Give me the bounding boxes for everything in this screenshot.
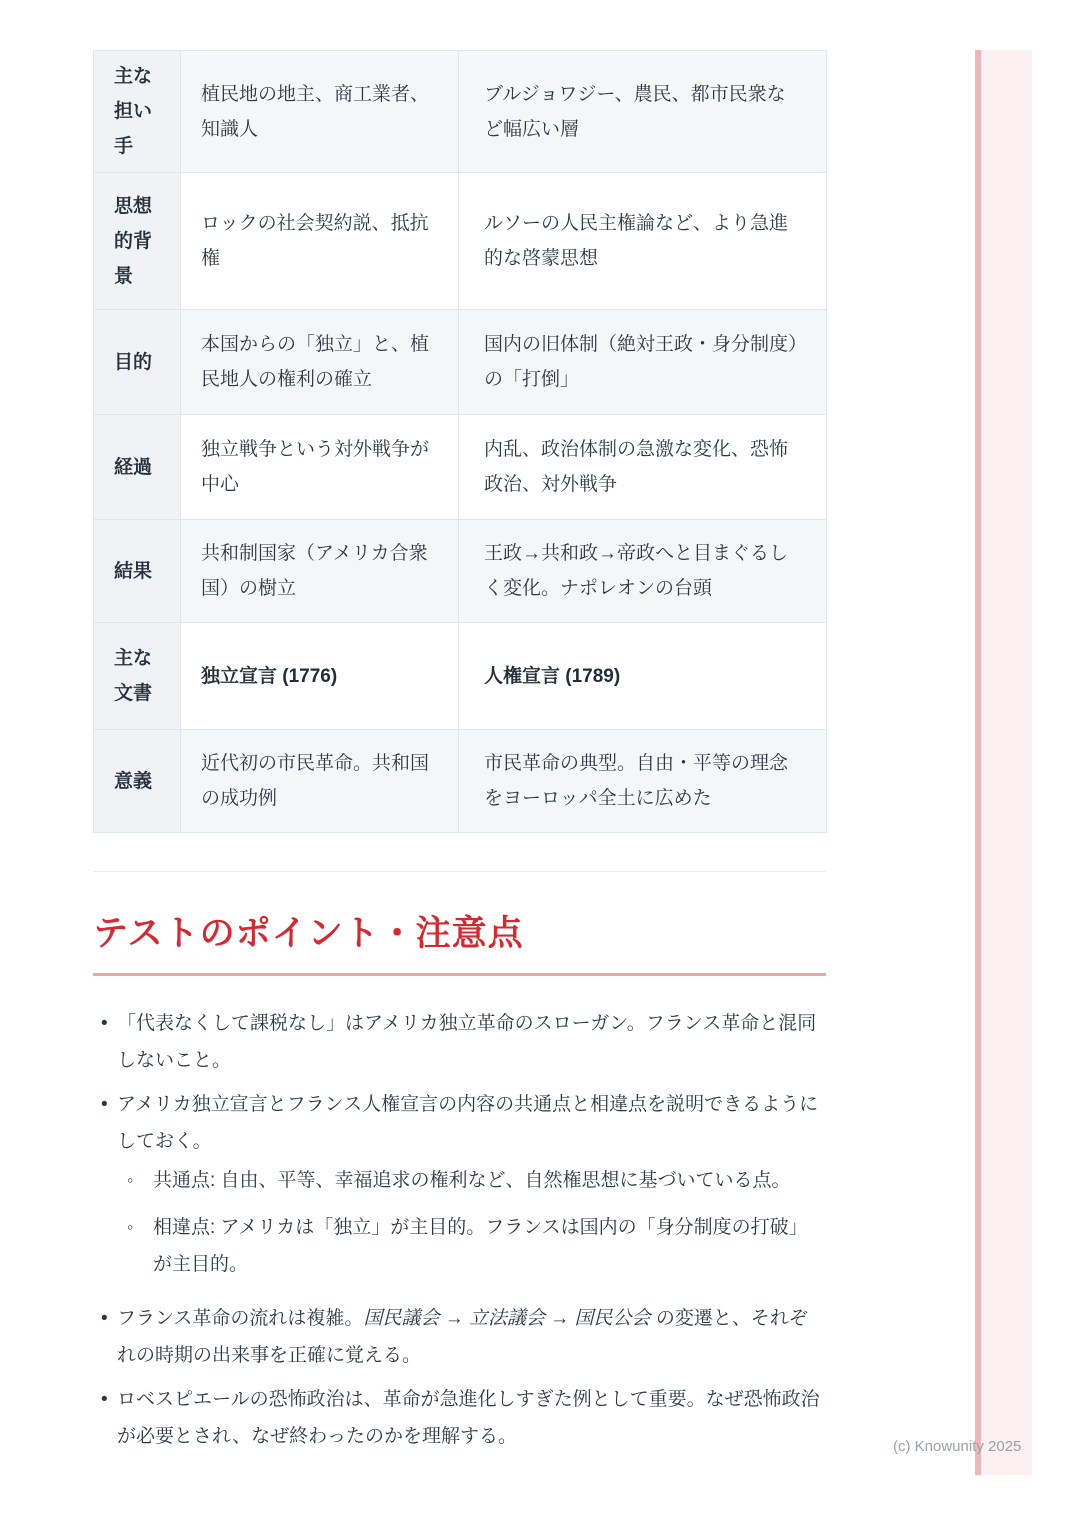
text-segment: の変遷と、それぞれの時期の出来事を正確に覚える。 — [117, 1308, 808, 1366]
row-label: 主な担い手 — [94, 51, 181, 173]
cell-america: ロックの社会契約説、抵抗権 — [181, 173, 459, 310]
cell-america: 本国からの「独立」と、植民地人の権利の確立 — [181, 310, 459, 415]
list-item-text — [117, 1300, 826, 1374]
list-item-text: アメリカ独立宣言とフランス人権宣言の内容の共通点と相違点を説明できるようにしておく。 — [117, 1094, 819, 1152]
table-row — [94, 310, 827, 415]
list-item — [93, 1005, 826, 1079]
cell-france: 王政→共和政→帝政へと目まぐるしく変化。ナポレオンの台頭 — [459, 520, 827, 623]
list-item — [93, 1300, 826, 1374]
table-row — [94, 415, 827, 520]
cell-france: ブルジョワジー、農民、都市民衆など幅広い層 — [459, 51, 827, 173]
list-item-text: 「代表なくして課税なし」はアメリカ独立革命のスローガン。フランス革命と混同しないこと。 — [117, 1013, 817, 1071]
row-label: 経過 — [94, 415, 181, 520]
cell-france: 人権宣言 (1789) — [459, 623, 827, 730]
page-accent-band — [975, 50, 1032, 1475]
cell-america: 植民地の地主、商工業者、知識人 — [181, 51, 459, 173]
cell-america: 独立宣言 (1776) — [181, 623, 459, 730]
page-content — [93, 0, 826, 1462]
section-heading: テストのポイント・注意点 — [93, 906, 826, 976]
sub-list-item — [127, 1162, 826, 1199]
row-label: 意義 — [94, 730, 181, 833]
sub-list-item — [127, 1209, 826, 1283]
row-label: 主な文書 — [94, 623, 181, 730]
cell-america: 共和制国家（アメリカ合衆国）の樹立 — [181, 520, 459, 623]
table-row — [94, 623, 827, 730]
table-row — [94, 51, 827, 173]
text-segment: フランス革命の流れは複雑。 — [117, 1308, 364, 1329]
revolution-comparison-table — [93, 50, 827, 833]
bullet-dot-icon: • — [101, 1094, 108, 1115]
cell-france: 国内の旧体制（絶対王政・身分制度）の「打倒」 — [459, 310, 827, 415]
copyright-text: (c) Knowunity 2025 — [893, 1438, 1022, 1455]
cell-america: 近代初の市民革命。共和国の成功例 — [181, 730, 459, 833]
cell-america: 独立戦争という対外戦争が中心 — [181, 415, 459, 520]
cell-france: ルソーの人民主権論など、より急進的な啓蒙思想 — [459, 173, 827, 310]
table-row — [94, 173, 827, 310]
test-points-list — [93, 1005, 826, 1455]
list-item — [93, 1381, 826, 1455]
list-item — [93, 1086, 826, 1293]
list-item-text: ロベスピエールの恐怖政治は、革命が急進化しすぎた例として重要。なぜ恐怖政治が必要とされ、なぜ終わったのかを理解する。 — [117, 1389, 820, 1447]
sub-bullet-circle-icon: ◦ — [127, 1170, 134, 1190]
row-label: 思想的背景 — [94, 173, 181, 310]
row-label: 目的 — [94, 310, 181, 415]
assembly-sequence-italic: 国民議会 → 立法議会 → 国民公会 — [363, 1308, 651, 1329]
sub-list-item-text: 共通点: 自由、平等、幸福追求の権利など、自然権思想に基づいている点。 — [153, 1170, 791, 1191]
sub-list — [117, 1162, 826, 1283]
row-label: 結果 — [94, 520, 181, 623]
table-row — [94, 520, 827, 623]
table-row — [94, 730, 827, 833]
list-item-body — [117, 1086, 826, 1293]
bullet-dot-icon: • — [101, 1389, 108, 1410]
sub-bullet-circle-icon: ◦ — [127, 1217, 134, 1237]
section-divider — [93, 871, 826, 872]
cell-france: 内乱、政治体制の急激な変化、恐怖政治、対外戦争 — [459, 415, 827, 520]
cell-france: 市民革命の典型。自由・平等の理念をヨーロッパ全土に広めた — [459, 730, 827, 833]
sub-list-item-text: 相違点: アメリカは「独立」が主目的。フランスは国内の「身分制度の打破」が主目的。 — [153, 1217, 808, 1275]
bullet-dot-icon: • — [101, 1013, 108, 1034]
bullet-dot-icon: • — [101, 1308, 108, 1329]
